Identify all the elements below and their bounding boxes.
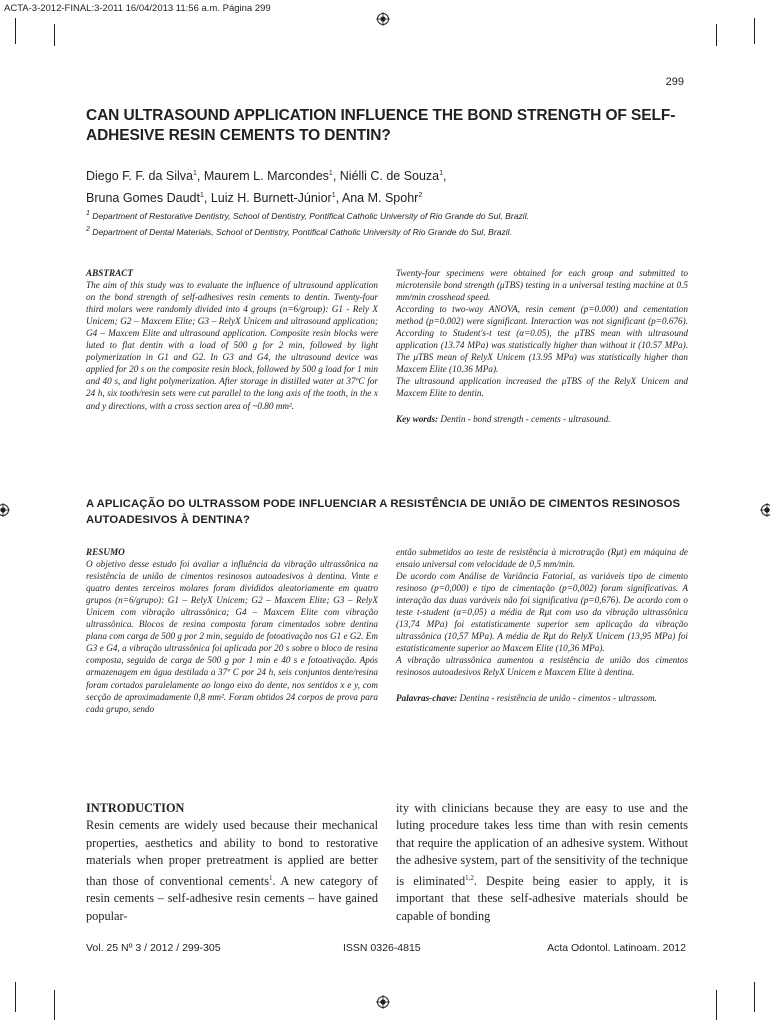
resumo-paragraph: De acordo com Análise de Variância Fatorial, as variáveis tipo de cimento resinoso (p=0,000) e tipo de cimentação (p=0,002) foram significativas. A interação das duas varáveis não foi significativa (p=0,676). De acordo com o teste t-student (α=0,05) a média de Rμt com uso da vibração ultrassônica (13,74 MPa) foi estatisticamente superior sem aplicação da vibração ultrassônica (10,57 MPa). A média de Rμt do RelyX Unicem (13,95 MPa) foi estatisticamente superior ao Maxcem Elite (10,36 MPa).: [396, 571, 688, 654]
author-affiliation-number: 1: [439, 170, 444, 177]
palavras-chave: [396, 692, 688, 704]
author-name: Maurem L. Marcondes: [203, 169, 329, 184]
author-affiliation-number: 1: [331, 192, 336, 200]
keywords-label: Key words:: [396, 413, 439, 424]
registration-mark-icon: [0, 503, 10, 517]
abstract-paragraph: Twenty-four specimens were obtained for each group and submitted to microtensile bond strength (μTBS) testing in a universal testing machine at 0.5 mm/min crosshead speed.: [396, 268, 688, 303]
crop-mark: [716, 990, 717, 1020]
footer-volume: Vol. 25 Nº 3 / 2012 / 299-305: [86, 942, 221, 954]
introduction-heading: INTRODUCTION: [86, 801, 185, 815]
registration-mark-icon: [376, 995, 390, 1009]
citation: 1,2: [465, 873, 474, 882]
author-affiliation-number: 1: [193, 170, 197, 177]
author-affiliation-number: 2: [418, 192, 423, 200]
author-name: Bruna Gomes Daudt: [86, 191, 200, 206]
crop-mark: [54, 990, 55, 1020]
abstract-right-column: [396, 267, 688, 425]
abstract-text: The aim of this study was to evaluate the influence of ultrasound application on the bond strength of self-adhesives resin cements to dentin. Twenty-four third molars were randomly divided into 4 groups (n=6/group): G1 - Rely X Unicem; G2 – Maxcem Elite; G3 – RelyX Unicem and ultrasound application; G4 – Maxcem Elite and ultrasound application. Composite resin blocks were luted to flat dentin with a load of 500 g for 2 min, followed by light polymerization in G1 and G2. In G3 and G4, the ultrasound device was applied for 20 s on the composite resin block, followed by 500 g load for 1 min and 40 s, and light polymerization. After storage in distilled water at 37ºC for 24 h, six tooth/resin sets were cut parallel to the long axis of the tooth, in the x and y directions, with a cross section area of ~0.80 mm².: [86, 280, 378, 411]
abstract-paragraph: The ultrasound application increased the μTBS of the RelyX Unicem and Maxcem Elite to dentin.: [396, 376, 688, 399]
resumo-text: O objetivo desse estudo foi avaliar a influência da vibração ultrassônica na resistência de união de cimentos resinosos autoadesivos à dentina. Vinte e quatro dentes terceiros molares foram divididos aleatoriamente em quatro grupos (n=6/grupo): G1 – RelyX Unicem; G2 – Maxcem Elite; G3 – RelyX Unicem com vibração ultrassônica; G4 – Maxcem Elite com vibração ultrassônica. Blocos de resina composta foram cimentados sobre dentina plana com carga de 500 g por 2 min, seguido de fotoativação nos G1 e G2. Em G3 e G4, a vibração ultrassônica foi aplicada por 20 s sobre o bloco de resina composta, seguido de carga de 500 g por 1 min e 40 s e fotoativação. Após armazenagem em água destilada a 37º C por 24 h, seis conjuntos dente/resina foram cortados paralelamente ao longo eixo do dente, nos sentidos x e y, com secção de aproximadamente 0,8 mm². Foram obtidos 24 corpos de prova para cada grupo, sendo: [86, 559, 378, 714]
introduction-right-column: [396, 800, 688, 925]
registration-mark-icon: [376, 12, 390, 26]
footer-issn: ISSN 0326-4815: [343, 942, 421, 954]
introduction-left-column: [86, 800, 378, 925]
printer-slug: ACTA-3-2012-FINAL:3-2011 16/04/2013 11:56 a.m. Página 299: [4, 3, 271, 14]
resumo-heading: RESUMO: [86, 547, 125, 557]
crop-mark: [15, 18, 16, 44]
palavras-chave-label: Palavras-chave:: [396, 692, 458, 703]
article-title: CAN ULTRASOUND APPLICATION INFLUENCE THE BOND STRENGTH OF SELF-ADHESIVE RESIN CEMENTS TO DENTIN?: [86, 107, 676, 144]
author-name: Ana M. Spohr: [341, 191, 419, 206]
keywords-text: Dentin - bond strength - cements - ultrasound.: [440, 413, 611, 424]
keywords: [396, 413, 688, 425]
author-list: Diego F. F. da Silva$^1$, Maurem L. Marcondes$^1$, Niélli C. de Souza$^1$, Bruna Gomes Daudt$^1$, Luiz H. Burnett-Júnior$^1$, Ana M. Spohr$^2$: [86, 169, 447, 206]
palavras-chave-text: Dentina - resistência de união - cimentos - ultrassom.: [459, 692, 657, 703]
resumo-right-column: [396, 546, 688, 704]
crop-mark: [754, 18, 755, 44]
resumo-paragraph: então submetidos ao teste de resistência à microtração (Rμt) em máquina de ensaio universal com velocidade de 0,5 mm/min.: [396, 547, 688, 570]
abstract-left-column: [86, 267, 378, 412]
introduction-text: Resin cements are widely used because their mechanical properties, aesthetics and ability to bond to restorative materials when proper pretreatment is applied are better than those of conventional cements$^1$. A new category of resin cements – self-adhesive resin cements – have gained popular-: [86, 818, 378, 923]
affiliation-line: $^1$ Department of Restorative Dentistry, School of Dentistry, Pontifical Catholic University of Rio Grande do Sul, Brazil.: [86, 210, 530, 221]
affiliation-line: $^2$ Department of Dental Materials, School of Dentistry, Pontifical Catholic University of Rio Grande do Sul, Brazil.: [86, 225, 512, 237]
page-number: 299: [665, 76, 684, 88]
crop-mark: [754, 982, 755, 1012]
introduction-text: ity with clinicians because they are easy to use and the luting procedure takes less time than with resin cements that require the application of an adhesive system. Without the adhesive system, part of the sensitivity of the technique is eliminated$^{1,2}$. Despite being easier to apply, it is important that these self-adhesive materials should be capable of bonding: [396, 801, 689, 923]
resumo-left-column: [86, 546, 378, 715]
registration-mark-icon: [760, 503, 770, 517]
crop-mark: [15, 982, 16, 1012]
author-name: Luiz H. Burnett-Júnior: [210, 191, 332, 206]
abstract-heading: ABSTRACT: [86, 268, 133, 278]
author-affiliation-number: 1: [199, 192, 204, 200]
author-name: Diego F. F. da Silva: [86, 169, 193, 184]
abstract-paragraph: According to two-way ANOVA, resin cement (p=0.000) and cementation method (p=0.002) were significant. Interaction was not significant (p=0.676). According to Student's-t test (α=0.05), the μTBS mean with ultrasound application (13.74 MPa) was statistically higher than without it (10.57 MPa). The μTBS mean of RelyX Unicem (13.95 MPa) was statistically higher than Maxcem Elite (10.36 MPa).: [396, 304, 688, 375]
resumo-paragraph: A vibração ultrassônica aumentou a resistência de união dos cimentos resinosos autoadesivos RelyX Unicem e Maxcem Elite à dentina.: [396, 655, 688, 678]
affiliations: [86, 207, 706, 239]
crop-mark: [716, 24, 717, 46]
portuguese-title: A APLICAÇÃO DO ULTRASSOM PODE INFLUENCIAR A RESISTÊNCIA DE UNIÃO DE CIMENTOS RESINOSOS AUTOADESIVOS À DENTINA?: [86, 498, 681, 526]
footer-journal: Acta Odontol. Latinoam. 2012: [547, 942, 686, 954]
author-affiliation-number: 1: [328, 170, 333, 177]
citation: 1: [269, 873, 273, 882]
crop-mark: [54, 24, 55, 46]
author-name: Niélli C. de Souza: [339, 169, 440, 184]
